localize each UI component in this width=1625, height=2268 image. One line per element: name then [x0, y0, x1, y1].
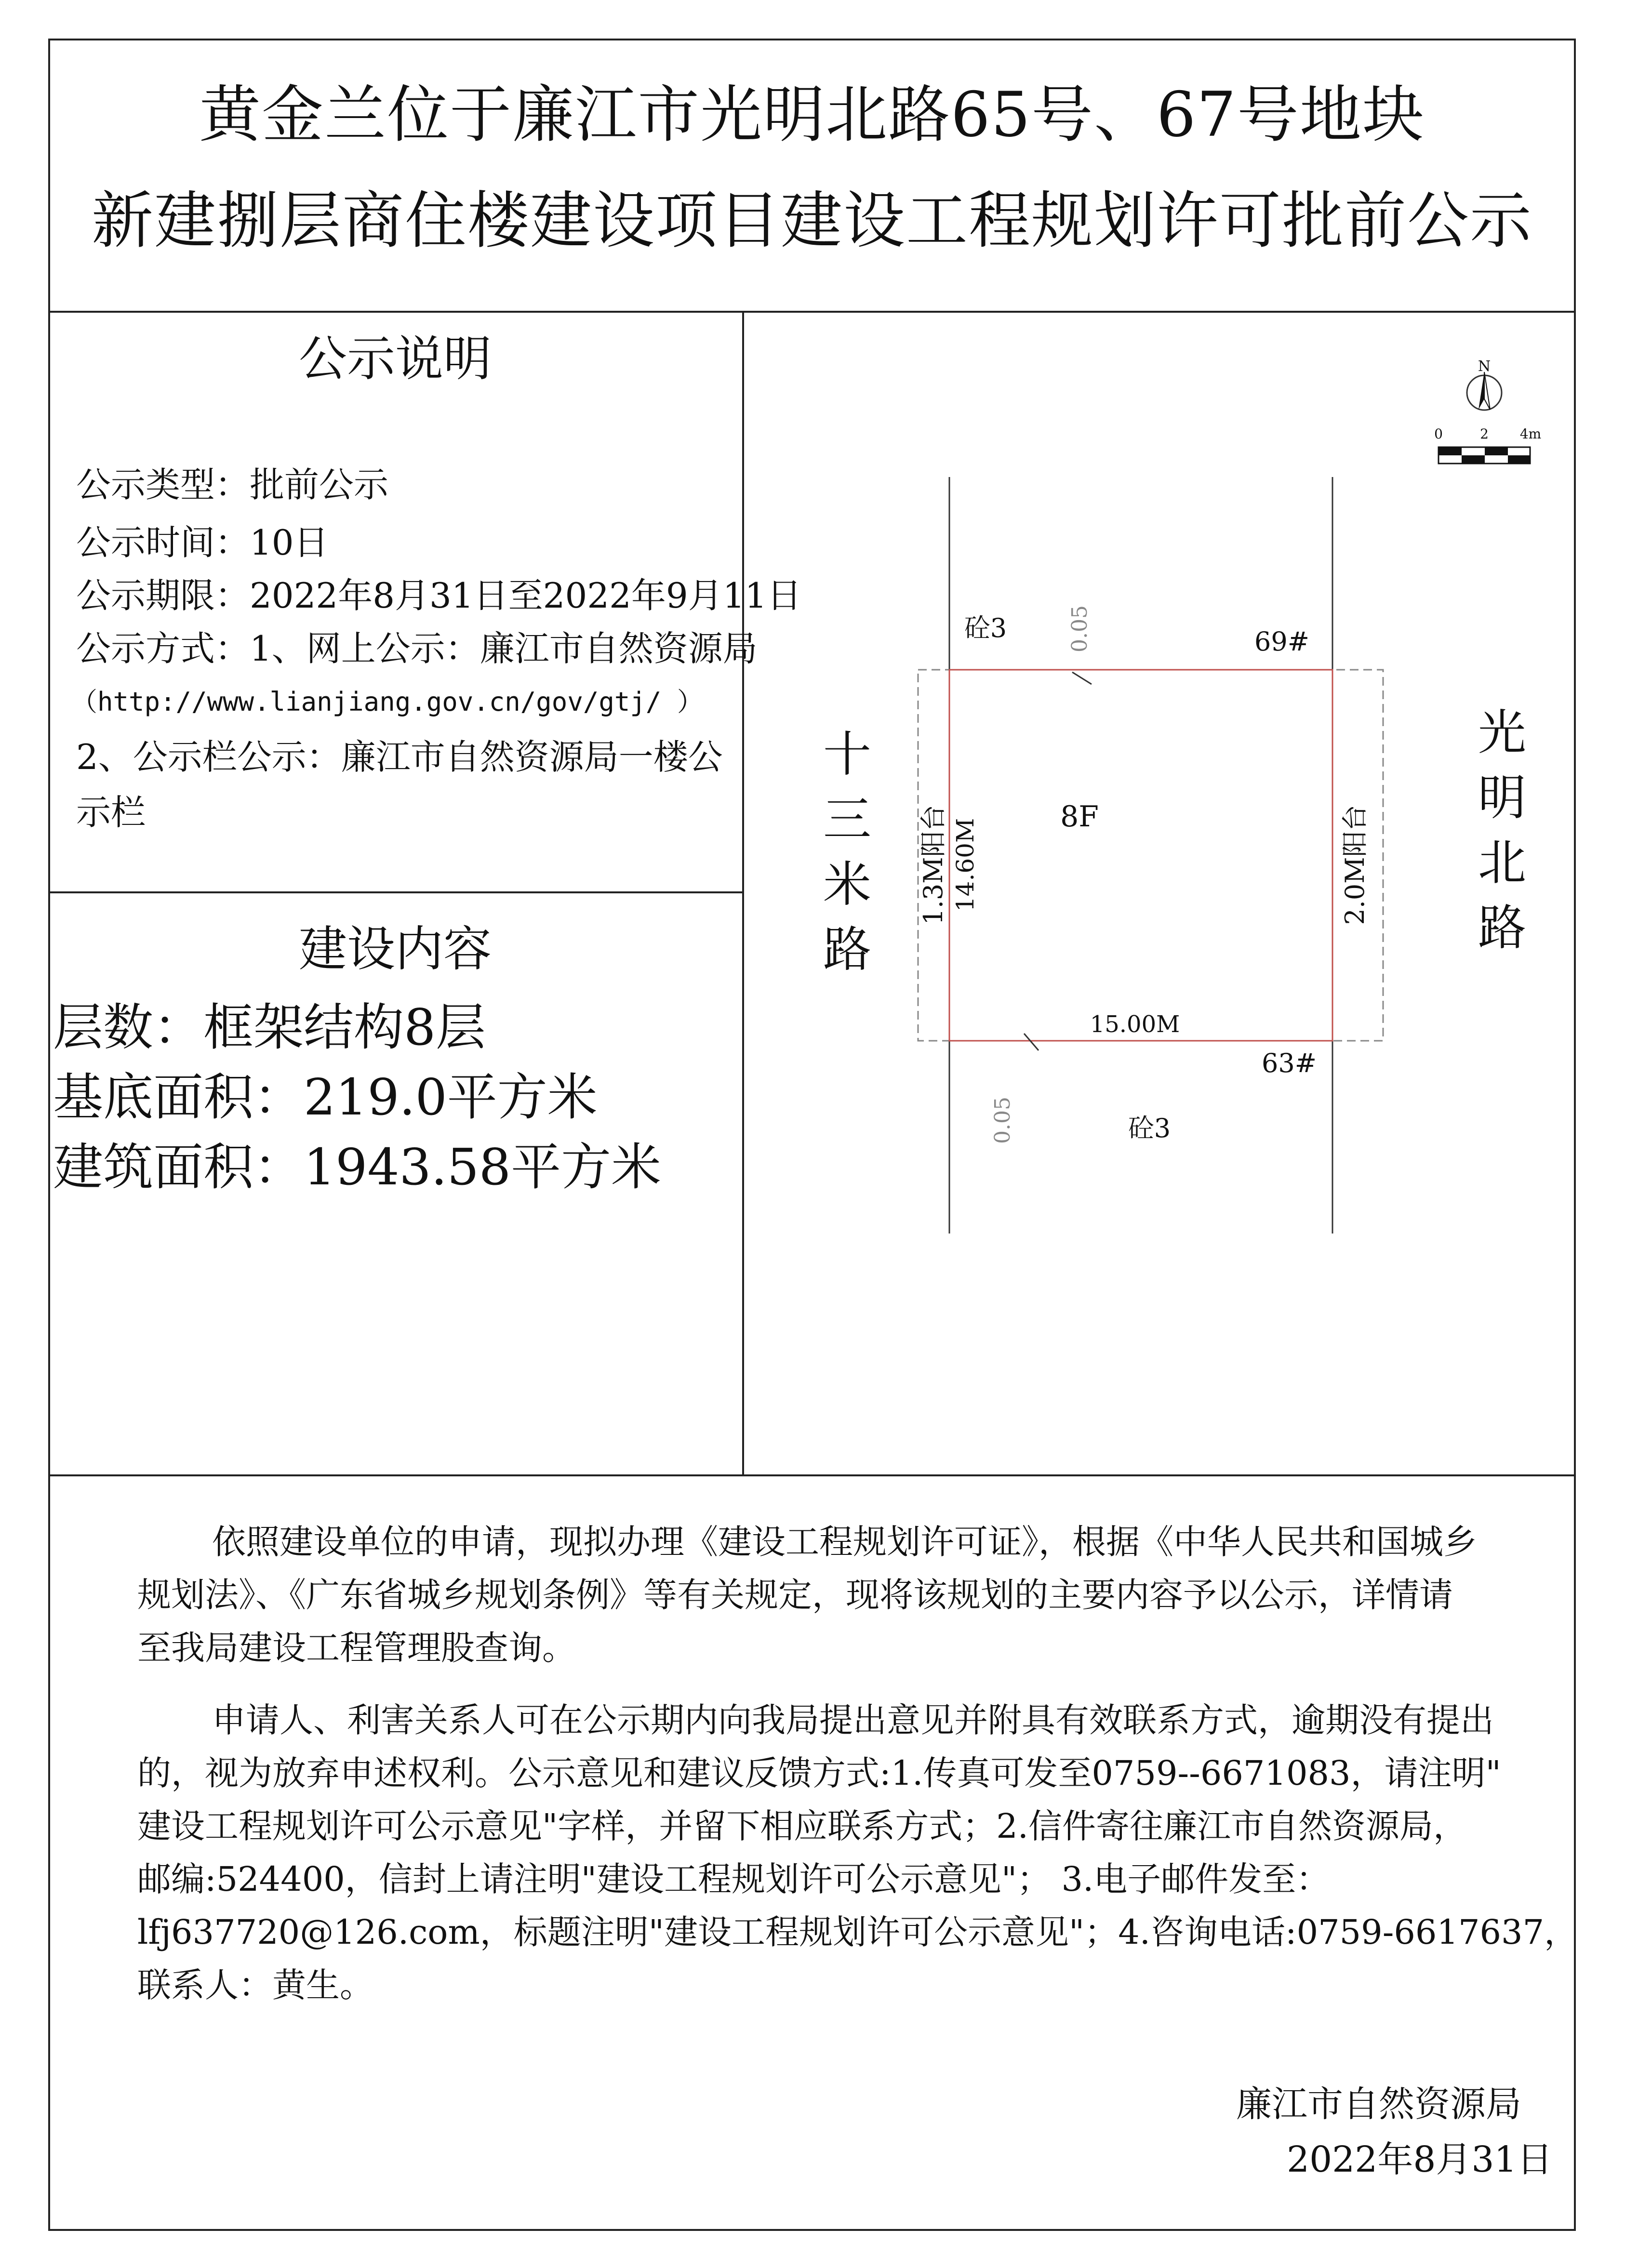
width-label: 15.00M [1090, 1011, 1180, 1038]
neighbor-south-left: 砼3 [1128, 1113, 1171, 1143]
body-line: 申请人、利害关系人可在公示期内向我局提出意见并附具有效联系方式，逾期没有提出 [212, 1700, 1494, 1740]
body-line: 的，视为放弃申述权利。公示意见和建议反馈方式:1.传真可发至0759--6671083，请注明" [137, 1753, 1501, 1793]
content-floor-area: 建筑面积：1943.58平方米 [53, 1138, 662, 1196]
title-line-2: 新建捌层商住楼建设项目建设工程规划许可批前公示 [91, 185, 1532, 257]
notice-method-board: 2、公示栏公示：廉江市自然资源局一楼公 [76, 737, 723, 777]
scale-bar [1434, 426, 1541, 464]
scale-label-0: 0 [1434, 426, 1443, 442]
content-floors: 层数：框架结构8层 [53, 998, 486, 1057]
balcony-west-label: 1.3M阳台 [918, 805, 948, 925]
neighbor-south-right: 63# [1262, 1048, 1317, 1078]
body-line: 依照建设单位的申请，现拟办理《建设工程规划许可证》，根据《中华人民共和国城乡 [212, 1522, 1477, 1562]
offset-bottom-label: 0.05 [990, 1097, 1015, 1144]
road-east-label: 光明北路 [1478, 704, 1526, 956]
content-base-area: 基底面积：219.0平方米 [53, 1068, 598, 1127]
road-west-label: 十三米路 [823, 726, 871, 978]
north-arrow-icon [1467, 358, 1502, 410]
signature-org: 廉江市自然资源局 [1236, 2083, 1521, 2125]
body-line: 规划法》、《广东省城乡规划条例》等有关规定，现将该规划的主要内容予以公示，详情请 [137, 1575, 1453, 1615]
offset-tick-top [1072, 672, 1092, 684]
offset-tick-bottom [1024, 1034, 1039, 1050]
title-line-1: 黄金兰位于廉江市光明北路65号、67号地块 [199, 79, 1425, 151]
balcony-outline [918, 670, 1383, 1041]
notice-heading: 公示说明 [299, 331, 492, 387]
notice-url: （http://www.lianjiang.gov.cn/gov/gtj/ ） [71, 687, 703, 717]
balcony-east-label: 2.0M阳台 [1340, 805, 1370, 925]
notice-duration: 公示时间：10日 [76, 522, 329, 563]
neighbor-north-right: 69# [1254, 626, 1309, 657]
scale-label-2: 2 [1480, 426, 1489, 442]
notice-type: 公示类型：批前公示 [76, 464, 389, 505]
divider-notice [48, 891, 743, 893]
body-line: 至我局建设工程管理股查询。 [137, 1628, 576, 1668]
floors-label: 8F [1060, 800, 1099, 834]
north-label: N [1478, 358, 1491, 375]
depth-label: 14.60M [951, 818, 979, 912]
body-line: 联系人：黄生。 [137, 1965, 373, 2005]
body-line: 建设工程规划许可公示意见"字样，并留下相应联系方式；2.信件寄往廉江市自然资源局， [137, 1806, 1467, 1846]
signature-date: 2022年8月31日 [1287, 2139, 1553, 2180]
divider-body [48, 1474, 1576, 1476]
notice-method-online: 公示方式：1、网上公示：廉江市自然资源局 [76, 628, 758, 669]
offset-top-label: 0.05 [1067, 605, 1092, 652]
neighbor-north-left: 砼3 [964, 613, 1007, 643]
notice-period: 公示期限：2022年8月31日至2022年9月11日 [76, 575, 802, 616]
building-footprint [949, 670, 1332, 1041]
divider-title [48, 311, 1576, 313]
notice-method-board-cont: 示栏 [76, 792, 146, 833]
site-plan [742, 318, 1576, 1474]
content-heading: 建设内容 [299, 921, 492, 977]
body-line: lfj637720@126.com，标题注明"建设工程规划许可公示意见"；4.咨询电话:0759-6617637， [137, 1912, 1578, 1952]
scale-label-4m: 4m [1519, 426, 1542, 442]
body-line: 邮编:524400，信封上请注明"建设工程规划许可公示意见"； 3.电子邮件发至： [137, 1859, 1330, 1899]
